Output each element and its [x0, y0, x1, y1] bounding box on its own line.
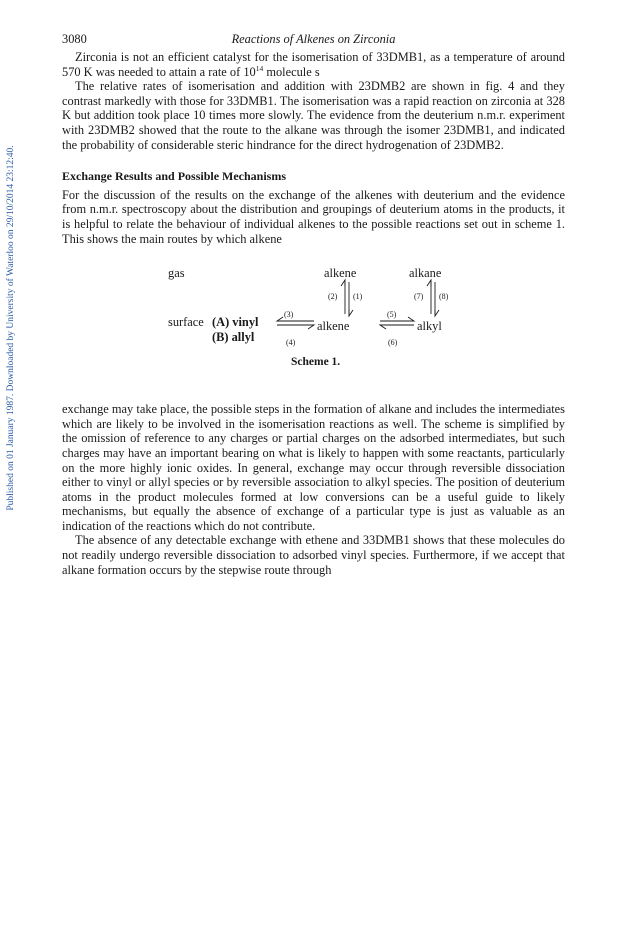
scheme-arrows: [62, 256, 565, 390]
step-3-label: (3): [284, 310, 294, 320]
gas-label: gas: [168, 266, 185, 281]
running-title: Reactions of Alkenes on Zirconia: [231, 32, 396, 46]
arrow-step-8-head: [435, 310, 439, 316]
alkane-gas-label: alkane: [409, 266, 442, 281]
scheme-1-diagram: [62, 256, 565, 390]
vinyl-species: (A) vinyl: [212, 315, 259, 330]
surface-label: surface: [168, 315, 204, 330]
arrow-step-5-head: [408, 317, 414, 321]
step-2-label: (2): [328, 292, 338, 302]
section-heading: Exchange Results and Possible Mechanisms: [62, 169, 287, 184]
alkene-gas-label: alkene: [324, 266, 357, 281]
arrow-step-6-head: [380, 325, 386, 329]
paragraph-exchange-mechanisms: exchange may take place, the possible steps in the formation of alkane and includes the intermediates which are likely to be involved in the isomerisation reactions as well. The scheme is simplified by the omission of reference to any charges or partial charges on the adsorbed intermediates, but such charges may have an important bearing on what is likely to happen with some reactants, particularly on the more highly ionic oxides. In general, exchange may occur through reversible dissociation either to vinyl or allyl species or by reversible association to alkyl species. The position of deuterium atoms in the product molecules formed at low conversions can be a useful guide to likely mechanisms, but equally the absence of exchange of a particular type is just as valuable as an indication of the reactions which do not contribute.: [62, 402, 565, 533]
page-number: 3080: [62, 32, 87, 46]
step-8-label: (8): [439, 292, 449, 302]
download-watermark-text: Published on 01 January 1987. Downloaded by University of Waterloo on 29/10/2014 23:12:40.: [6, 145, 16, 511]
scheme-caption: Scheme 1.: [291, 356, 341, 369]
allyl-species: (B) allyl: [212, 330, 255, 345]
step-6-label: (6): [388, 338, 398, 348]
journal-page: [62, 32, 565, 577]
step-5-label: (5): [387, 310, 397, 320]
step-7-label: (7): [414, 292, 424, 302]
arrow-step-1-head: [349, 310, 353, 316]
paragraph-exchange-intro: For the discussion of the results on the exchange of the alkenes with deuterium and the evidence from n.m.r. spectroscopy about the distribution and groupings of deuterium atoms in the products, it is helpful to relate the behaviour of individual alkenes to the possible reactions set out in scheme 1. This shows the main routes by which alkene: [62, 187, 565, 246]
page-header: [62, 32, 565, 50]
download-watermark: [2, 48, 20, 608]
alkyl-label: alkyl: [417, 319, 442, 334]
paragraph-isomerisation-zirconia: Zirconia is not an efficient catalyst for the isomerisation of 33DMB1, as a temperature of around 570 K was needed to attain a rate of $10^{14}$ molecule s: [62, 50, 565, 79]
step-1-label: (1): [353, 292, 363, 302]
arrow-step-3-head: [277, 317, 283, 321]
arrow-step-2-head: [341, 280, 345, 286]
arrow-step-7-head: [427, 280, 431, 286]
paragraph-23dmb2-rates: The relative rates of isomerisation and addition with 23DMB2 are shown in fig. 4 and they contrast markedly with those for 33DMB1. The isomerisation was a rapid reaction on zirconia at 328 K but addition took place 10 times more slowly. The evidence from the deuterium n.m.r. experiment with 23DMB2 showed that the route to the alkane was through the isomer 23DMB1, and indicated the probability of considerable steric hindrance for the direct hydrogenation of 23DMB2.: [62, 79, 565, 152]
paragraph-ethene-33dmb1: The absence of any detectable exchange with ethene and 33DMB1 shows that these molecules do not readily undergo reversible dissociation to adsorbed vinyl species. Furthermore, if we accept that alkane formation occurs by the stepwise route through: [62, 533, 565, 577]
step-4-label: (4): [286, 338, 296, 348]
arrow-step-4-head: [308, 325, 314, 329]
alkene-surface-label: alkene: [317, 319, 350, 334]
